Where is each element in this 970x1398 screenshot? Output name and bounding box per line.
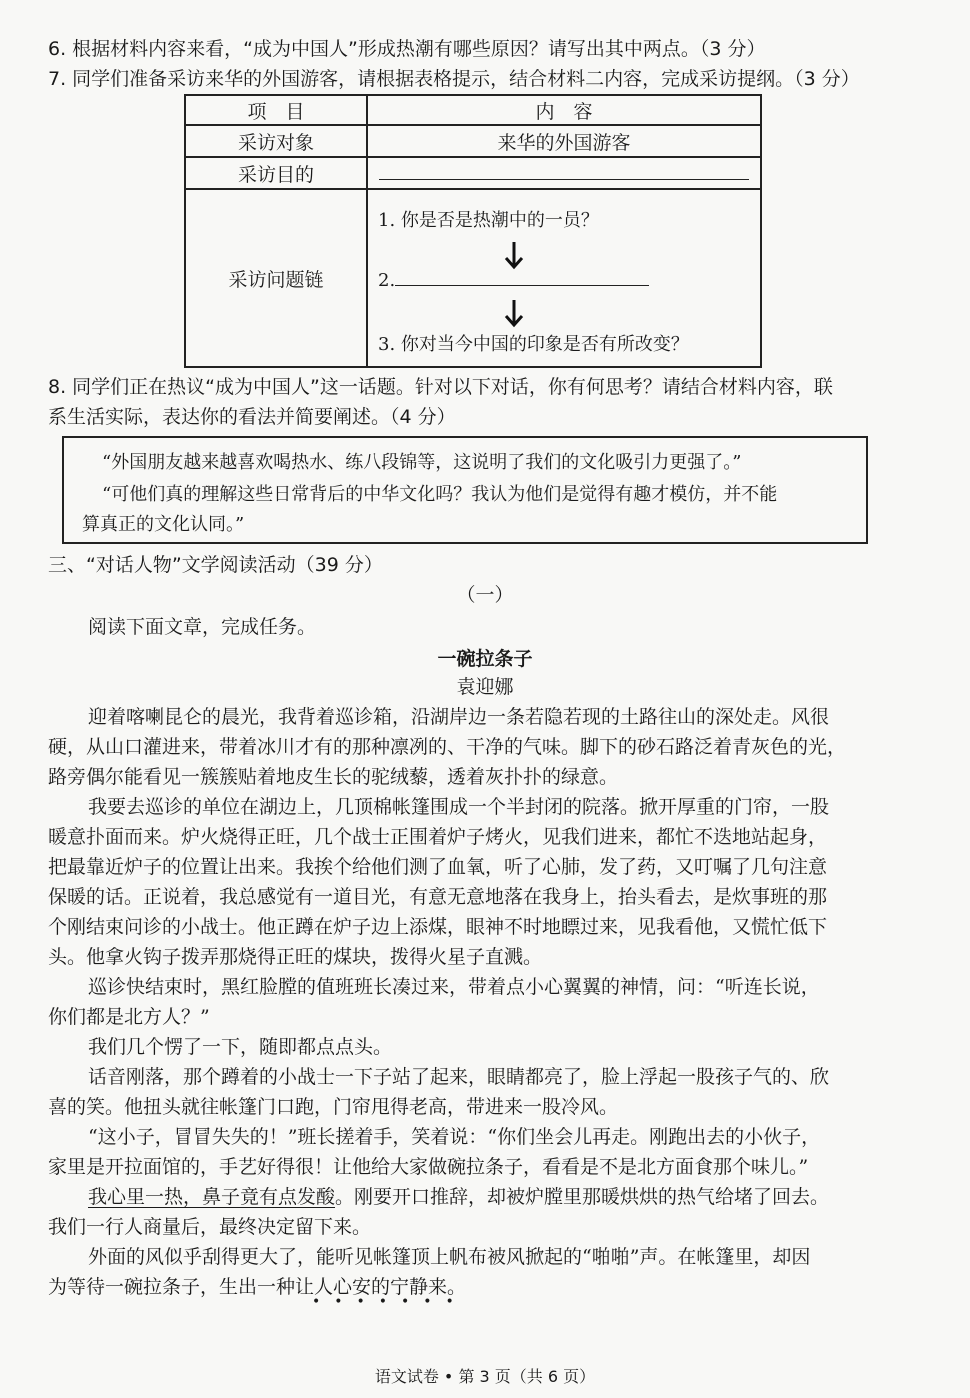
question-7: 7. 同学们准备采访来华的外国游客，请根据表格提示，结合材料二内容，完成采访提纲。（3 分） [48, 68, 860, 90]
dialog-line-2: “可他们真的理解这些日常背后的中华文化吗？我认为他们是觉得有趣才模仿，并不能 [102, 484, 778, 505]
page-footer: 语文试卷 • 第 3 页（共 6 页） [374, 1367, 596, 1386]
paragraph-3-line-2: 你们都是北方人？” [48, 1006, 210, 1028]
chain-question-2-blank[interactable] [395, 271, 649, 286]
purpose-answer-cell[interactable] [367, 157, 761, 189]
paragraph-5-line-2: 喜的笑。他扭头就往帐篷门口跑，门帘甩得老高，带进来一股冷风。 [48, 1096, 619, 1118]
article-title: 一碗拉条子 [437, 648, 533, 670]
chain-question-1: 1. 你是否是热潮中的一员？ [378, 210, 599, 231]
row-label-question-chain: 采访问题链 [185, 189, 367, 367]
paragraph-6-line-2: 家里是开拉面馆的，手艺好得很！让他给大家做碗拉条子，看看是不是北方面食那个味儿。” [48, 1156, 809, 1178]
article-author: 袁迎娜 [456, 676, 514, 698]
paragraph-7-line-1 [88, 1184, 829, 1210]
table-header-content: 内 容 [367, 95, 761, 125]
down-arrow-icon [503, 298, 525, 328]
row-label-interviewee: 采访对象 [185, 125, 367, 157]
question-6: 6. 根据材料内容来看，“成为中国人”形成热潮有哪些原因？请写出其中两点。（3 分） [48, 38, 766, 60]
paragraph-1-line-3: 路旁偶尔能看见一簇簇贴着地皮生长的驼绒藜，透着灰扑扑的绿意。 [48, 766, 619, 788]
paragraph-5-line-1: 话音刚落，那个蹲着的小战士一下子站了起来，眼睛都亮了，脸上浮起一股孩子气的、欣 [88, 1066, 830, 1088]
part-label: （一） [456, 584, 514, 606]
paragraph-2-line-2: 暖意扑面而来。炉火烧得正旺，几个战士正围着炉子烤火，见我们进来，都忙不迭地站起身， [48, 826, 828, 848]
paragraph-3-line-1: 巡诊快结束时，黑红脸膛的值班班长凑过来，带着点小心翼翼的神情，问：“听连长说， [88, 976, 820, 998]
paragraph-8-line-1: 外面的风似乎刮得更大了，能听见帐篷顶上帆布被风掀起的“啪啪”声。在帐篷里，却因 [88, 1246, 811, 1268]
paragraph-2-line-1: 我要去巡诊的单位在湖边上，几顶棉帐篷围成一个半封闭的院落。掀开厚重的门帘，一股 [88, 796, 830, 818]
chain-question-2 [378, 270, 649, 291]
paragraph-6-line-1: “这小子，冒冒失失的！”班长搓着手，笑着说：“你们坐会儿再走。刚跑出去的小伙子， [88, 1126, 821, 1148]
question-chain-cell [367, 189, 761, 367]
paragraph-2-line-6: 头。他拿火钩子拨弄那烧得正旺的煤块，拨得火星子直溅。 [48, 946, 543, 968]
purpose-answer-blank[interactable] [379, 161, 749, 180]
paragraph-7-rest: 。刚要开口推辞，却被炉膛里那暖烘烘的热气给堵了回去。 [335, 1186, 830, 1208]
paragraph-4-line-1: 我们几个愣了一下，随即都点点头。 [88, 1036, 393, 1058]
chain-question-2-number: 2. [378, 270, 396, 291]
row-label-purpose: 采访目的 [185, 157, 367, 189]
paragraph-1-line-2: 硬，从山口灌进来，带着冰川才有的那种凛冽的、干净的气味。脚下的砂石路泛着青灰色的光， [48, 736, 847, 758]
paragraph-2-line-3: 把最靠近炉子的位置让出来。我挨个给他们测了血氧，听了心肺，发了药，又叮嘱了几句注意 [48, 856, 828, 878]
paragraph-8-line-2: 为等待一碗拉条子，生出一种让人心安的宁静来。 [48, 1276, 467, 1298]
emphasis-dots: ••••••• [312, 1294, 468, 1310]
reading-instruction: 阅读下面文章，完成任务。 [88, 616, 317, 638]
underlined-sentence: 我心里一热，鼻子竟有点发酸 [88, 1186, 336, 1208]
dialog-box [62, 436, 868, 544]
question-8-line-1: 8. 同学们正在热议“成为中国人”这一话题。针对以下对话，你有何思考？请结合材料内容，联 [48, 376, 833, 398]
dialog-line-3: 算真正的文化认同。” [82, 514, 245, 535]
paragraph-2-line-4: 保暖的话。正说着，我总感觉有一道目光，有意无意地落在我身上，抬头看去，是炊事班的那 [48, 886, 828, 908]
down-arrow-icon [503, 240, 525, 270]
paragraph-2-line-5: 个刚结束问诊的小战士。他正蹲在炉子边上添煤，眼神不时地瞟过来，见我看他，又慌忙低下 [48, 916, 828, 938]
question-8-line-2: 系生活实际，表达你的看法并简要阐述。（4 分） [48, 406, 456, 428]
paragraph-7-line-2: 我们一行人商量后，最终决定留下来。 [48, 1216, 372, 1238]
paragraph-1-line-1: 迎着喀喇昆仑的晨光，我背着巡诊箱，沿湖岸边一条若隐若现的土路往山的深处走。风很 [88, 706, 830, 728]
chain-question-3: 3. 你对当今中国的印象是否有所改变？ [378, 334, 689, 355]
dialog-line-1: “外国朋友越来越喜欢喝热水、练八段锦等，这说明了我们的文化吸引力更强了。” [102, 452, 742, 473]
interview-outline-table [184, 94, 762, 368]
section-3-heading: 三、“对话人物”文学阅读活动（39 分） [48, 554, 383, 576]
row-value-interviewee: 来华的外国游客 [367, 125, 761, 157]
table-header-item: 项 目 [185, 95, 367, 125]
